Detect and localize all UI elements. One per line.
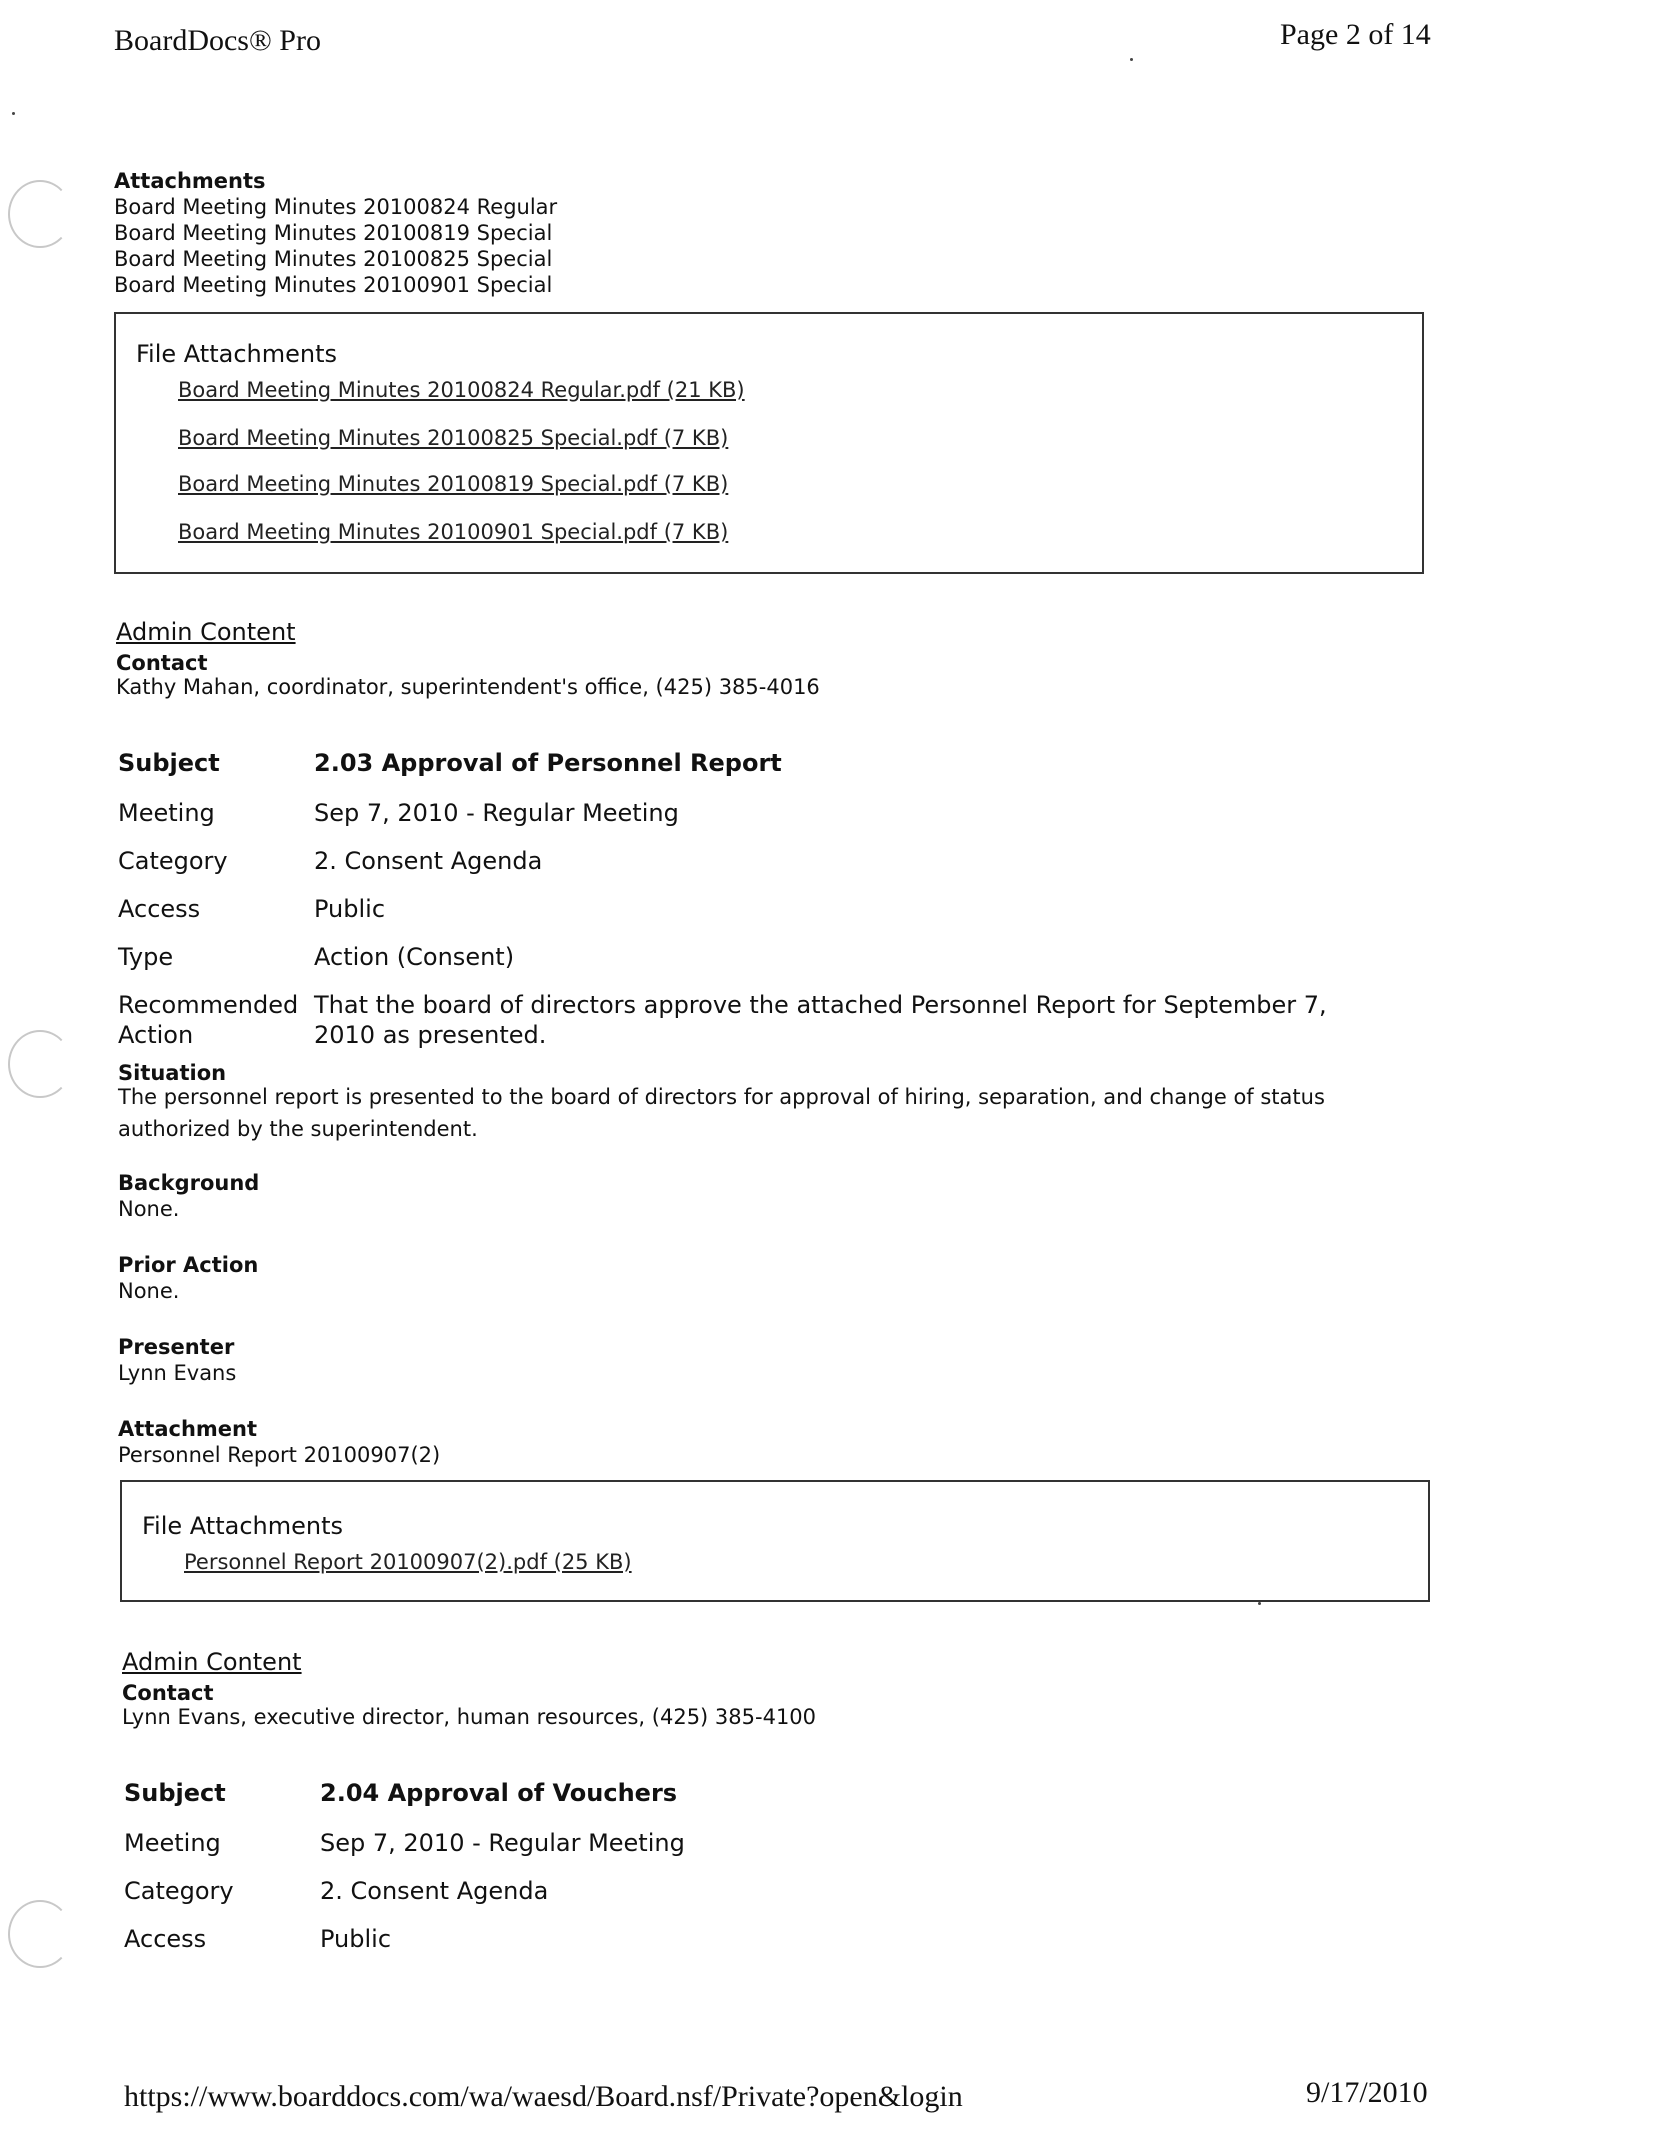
file-link[interactable]: Board Meeting Minutes 20100824 Regular.pdf (21 KB) — [178, 378, 745, 402]
prior-action-label: Prior Action — [118, 1253, 259, 1277]
scan-speck — [12, 112, 15, 115]
footer-url: https://www.boarddocs.com/wa/waesd/Board.nsf/Private?open&login — [124, 2080, 963, 2113]
type-label: Type — [118, 943, 174, 971]
contact-label: Contact — [122, 1681, 214, 1705]
punch-hole — [8, 1900, 72, 1968]
attachment-label: Attachment — [118, 1417, 258, 1441]
file-link[interactable]: Board Meeting Minutes 20100819 Special.pdf (7 KB) — [178, 472, 729, 496]
contact-info: Lynn Evans, executive director, human resources, (425) 385-4100 — [122, 1705, 817, 1729]
prior-action-value: None. — [118, 1279, 180, 1303]
subject-value: 2.04 Approval of Vouchers — [320, 1779, 678, 1807]
meeting-value: Sep 7, 2010 - Regular Meeting — [314, 799, 679, 827]
attachment-item: Board Meeting Minutes 20100901 Special — [114, 273, 553, 297]
category-value: 2. Consent Agenda — [320, 1877, 549, 1905]
recommended-action-line-2: 2010 as presented. — [314, 1021, 547, 1049]
file-attachments-box — [120, 1480, 1430, 1602]
punch-hole — [8, 180, 72, 248]
attachments-heading: Attachments — [114, 169, 266, 193]
situation-label: Situation — [118, 1061, 227, 1085]
app-title: BoardDocs® Pro — [114, 24, 321, 57]
file-link[interactable]: Personnel Report 20100907(2).pdf (25 KB) — [184, 1550, 632, 1574]
access-label: Access — [118, 895, 201, 923]
file-link[interactable]: Board Meeting Minutes 20100901 Special.pdf (7 KB) — [178, 520, 729, 544]
item-2-03-fields — [118, 748, 1327, 1050]
punch-hole — [8, 1030, 72, 1098]
recommended-action-line-1: That the board of directors approve the attached Personnel Report for September 7, — [314, 991, 1327, 1019]
attachment-item: Board Meeting Minutes 20100825 Special — [114, 247, 553, 271]
access-value: Public — [314, 895, 386, 923]
situation-line-1: The personnel report is presented to the board of directors for approval of hiring, separation, and change of status — [118, 1085, 1325, 1109]
recommended-action-label-2: Action — [118, 1021, 194, 1049]
situation-line-2: authorized by the superintendent. — [118, 1117, 478, 1141]
recommended-action-label — [118, 990, 314, 1050]
attachment-value: Personnel Report 20100907(2) — [118, 1443, 441, 1467]
admin-content-link[interactable]: Admin Content — [122, 1648, 302, 1676]
background-value: None. — [118, 1197, 180, 1221]
category-label: Category — [118, 847, 228, 875]
meeting-label: Meeting — [124, 1829, 221, 1857]
subject-label: Subject — [118, 749, 220, 777]
file-attachments-box — [114, 312, 1424, 574]
subject-value: 2.03 Approval of Personnel Report — [314, 749, 782, 777]
presenter-label: Presenter — [118, 1335, 235, 1359]
meeting-value: Sep 7, 2010 - Regular Meeting — [320, 1829, 685, 1857]
background-label: Background — [118, 1171, 260, 1195]
meeting-label: Meeting — [118, 799, 215, 827]
type-value: Action (Consent) — [314, 943, 515, 971]
item-2-04-fields — [124, 1778, 685, 1972]
category-value: 2. Consent Agenda — [314, 847, 543, 875]
scan-speck — [1130, 58, 1133, 61]
subject-label: Subject — [124, 1779, 226, 1807]
access-value: Public — [320, 1925, 392, 1953]
page-number: Page 2 of 14 — [1280, 18, 1431, 51]
attachment-item: Board Meeting Minutes 20100824 Regular — [114, 195, 558, 219]
scan-speck — [1258, 1602, 1261, 1605]
file-attachments-title: File Attachments — [142, 1512, 343, 1540]
access-label: Access — [124, 1925, 207, 1953]
contact-info: Kathy Mahan, coordinator, superintendent's office, (425) 385-4016 — [116, 675, 820, 699]
file-link[interactable]: Board Meeting Minutes 20100825 Special.pdf (7 KB) — [178, 426, 729, 450]
category-label: Category — [124, 1877, 234, 1905]
presenter-value: Lynn Evans — [118, 1361, 237, 1385]
admin-content-link[interactable]: Admin Content — [116, 618, 296, 646]
file-attachments-title: File Attachments — [136, 340, 337, 368]
footer-date: 9/17/2010 — [1306, 2076, 1428, 2109]
attachment-item: Board Meeting Minutes 20100819 Special — [114, 221, 553, 245]
recommended-action-label-1: Recommended — [118, 991, 299, 1019]
contact-label: Contact — [116, 651, 208, 675]
